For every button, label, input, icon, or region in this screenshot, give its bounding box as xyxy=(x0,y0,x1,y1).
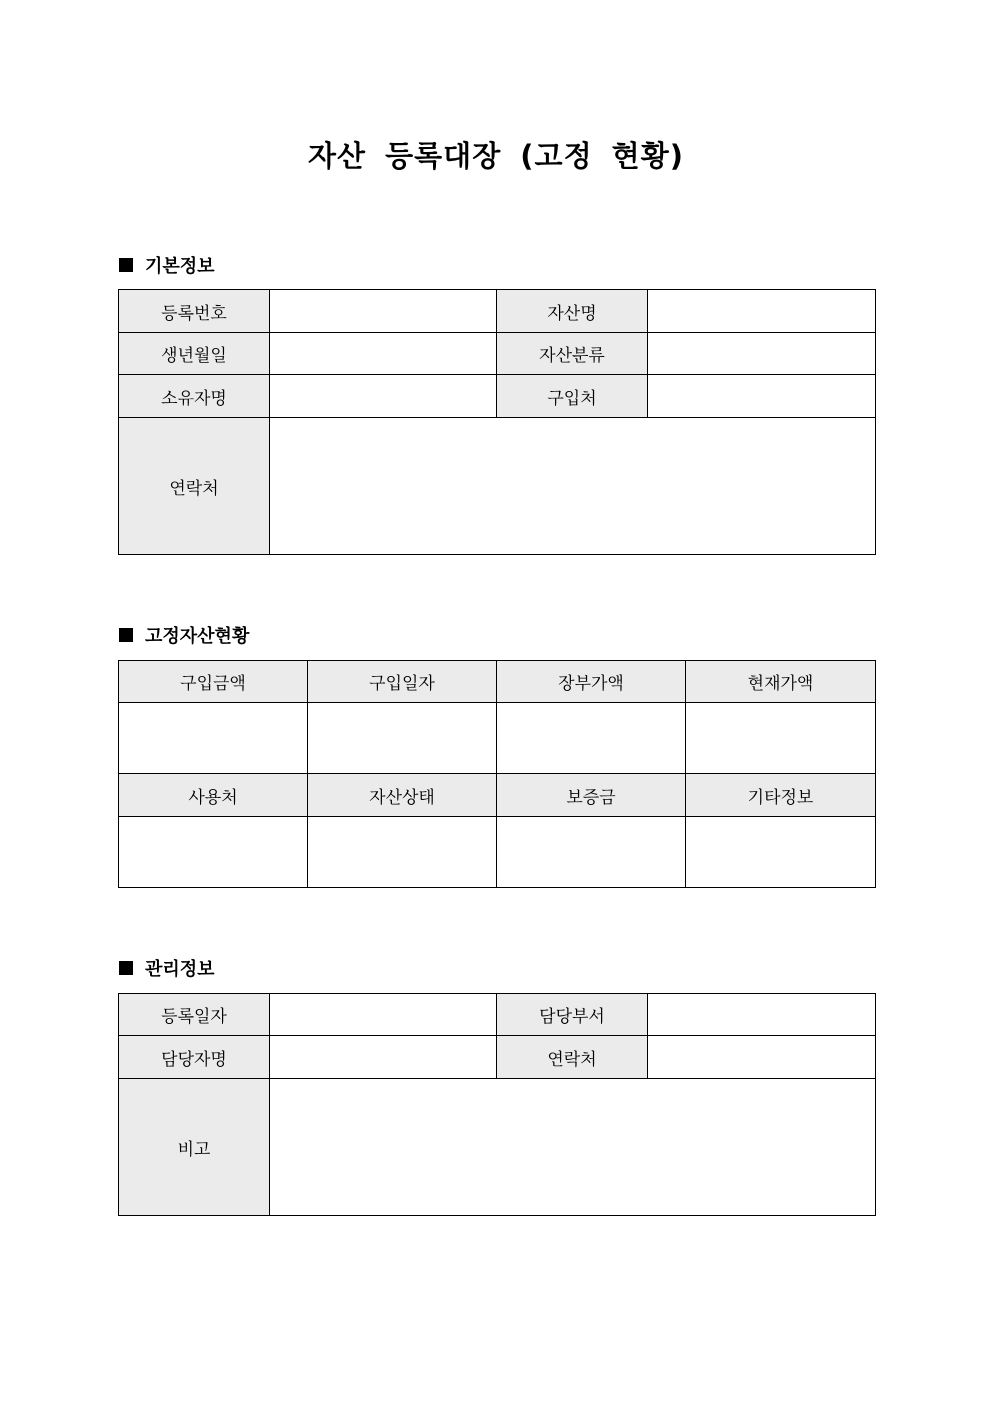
section-title: 기본정보 xyxy=(145,256,215,277)
label-manager-name: 담당자명 xyxy=(119,1036,270,1079)
table-row xyxy=(119,703,876,774)
label-asset-name: 자산명 xyxy=(497,290,648,333)
purchase-amount-field[interactable] xyxy=(119,703,308,774)
table-row xyxy=(119,290,876,333)
label-asset-category: 자산분류 xyxy=(497,333,648,375)
asset-status-field[interactable] xyxy=(308,817,497,888)
table-header-row xyxy=(119,661,876,703)
remarks-field[interactable] xyxy=(270,1079,876,1216)
basic-info-table xyxy=(118,289,876,555)
table-row xyxy=(119,1036,876,1079)
table-header-row xyxy=(119,774,876,817)
table-row xyxy=(119,994,876,1036)
contact-field[interactable] xyxy=(270,418,876,555)
section-title: 고정자산현황 xyxy=(145,626,250,647)
section-heading-basic-info xyxy=(119,253,215,277)
header-book-value: 장부가액 xyxy=(497,661,686,703)
label-registration-number: 등록번호 xyxy=(119,290,270,333)
section-heading-management xyxy=(119,956,215,980)
label-owner-name: 소유자명 xyxy=(119,375,270,418)
label-vendor: 구입처 xyxy=(497,375,648,418)
label-registration-date: 등록일자 xyxy=(119,994,270,1036)
vendor-field[interactable] xyxy=(648,375,876,418)
label-contact: 연락처 xyxy=(119,418,270,555)
header-asset-status: 자산상태 xyxy=(308,774,497,817)
header-purchase-date: 구입일자 xyxy=(308,661,497,703)
label-department: 담당부서 xyxy=(497,994,648,1036)
header-purchase-amount: 구입금액 xyxy=(119,661,308,703)
table-row xyxy=(119,817,876,888)
header-usage-location: 사용처 xyxy=(119,774,308,817)
table-row xyxy=(119,1079,876,1216)
square-bullet-icon xyxy=(119,258,133,272)
management-table xyxy=(118,993,876,1216)
manager-contact-field[interactable] xyxy=(648,1036,876,1079)
other-info-field[interactable] xyxy=(686,817,876,888)
table-row xyxy=(119,418,876,555)
header-other-info: 기타정보 xyxy=(686,774,876,817)
deposit-field[interactable] xyxy=(497,817,686,888)
table-row xyxy=(119,333,876,375)
header-current-value: 현재가액 xyxy=(686,661,876,703)
page-title: 자산 등록대장 (고정 현황) xyxy=(308,139,684,173)
current-value-field[interactable] xyxy=(686,703,876,774)
section-heading-fixed-assets xyxy=(119,623,249,647)
label-manager-contact: 연락처 xyxy=(497,1036,648,1079)
section-title: 관리정보 xyxy=(145,959,215,980)
header-deposit: 보증금 xyxy=(497,774,686,817)
label-birth-date: 생년월일 xyxy=(119,333,270,375)
department-field[interactable] xyxy=(648,994,876,1036)
registration-date-field[interactable] xyxy=(270,994,497,1036)
usage-location-field[interactable] xyxy=(119,817,308,888)
asset-name-field[interactable] xyxy=(648,290,876,333)
manager-name-field[interactable] xyxy=(270,1036,497,1079)
purchase-date-field[interactable] xyxy=(308,703,497,774)
fixed-assets-table xyxy=(118,660,876,888)
asset-category-field[interactable] xyxy=(648,333,876,375)
book-value-field[interactable] xyxy=(497,703,686,774)
birth-date-field[interactable] xyxy=(270,333,497,375)
table-row xyxy=(119,375,876,418)
square-bullet-icon xyxy=(119,628,133,642)
label-remarks: 비고 xyxy=(119,1079,270,1216)
square-bullet-icon xyxy=(119,961,133,975)
owner-name-field[interactable] xyxy=(270,375,497,418)
registration-number-field[interactable] xyxy=(270,290,497,333)
